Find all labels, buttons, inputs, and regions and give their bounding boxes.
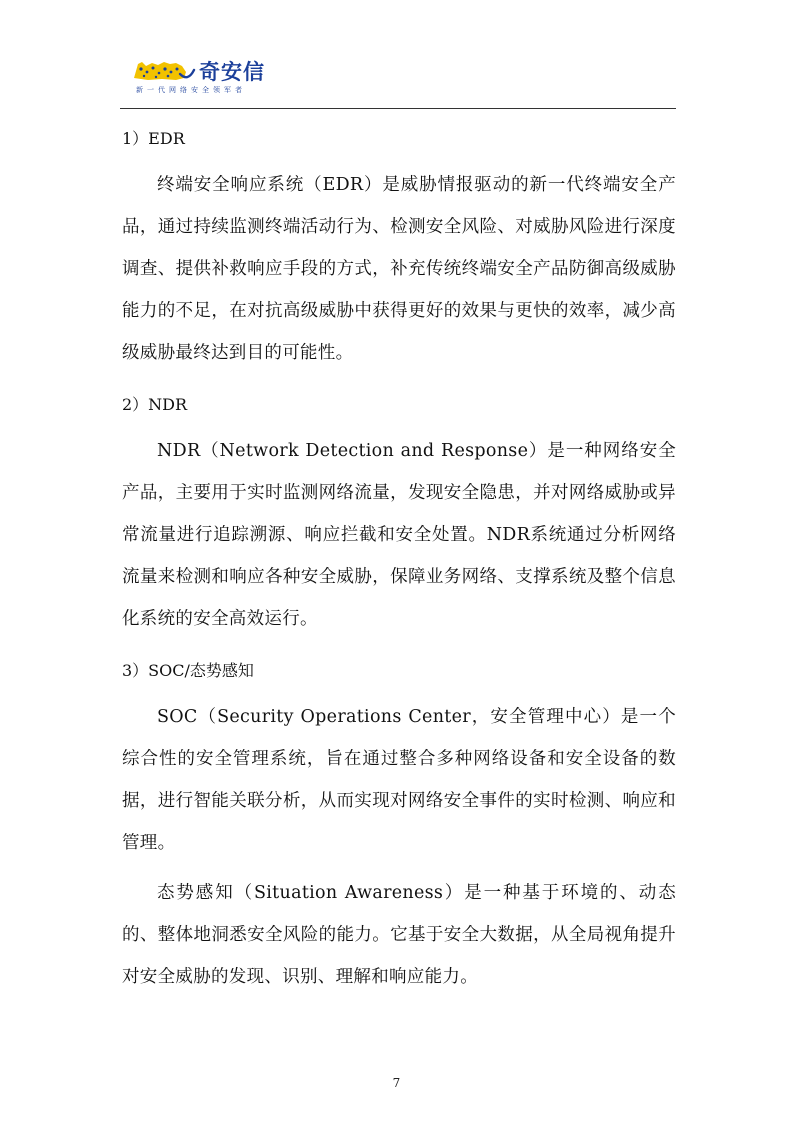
document-body [122,118,676,1006]
section-heading-ndr: 2）NDR [122,395,188,414]
paragraph-soc: SOC（Security Operations Center，安全管理中心）是一个综合性的安全管理系统，旨在通过整合多种网络设备和安全设备的数据，进行智能关联分析，从而实现对网络安全事件的实时检测、响应和管理。 [122,707,676,853]
logo-text: 奇安信 [199,60,265,84]
section-heading-soc: 3）SOC/态势感知 [122,661,254,680]
paragraph-ndr: NDR（Network Detection and Response）是一种网络安全产品，主要用于实时监测网络流量，发现安全隐患，并对网络威胁或异常流量进行追踪溯源、响应拦截和安全处置。NDR系统通过分析网络流量来检测和响应各种安全威胁，保障业务网络、支撑系统及整个信息化系统的安全高效运行。 [122,441,676,629]
qianxin-logo-icon [132,58,196,84]
page-number: 7 [392,1076,401,1090]
header-divider [120,108,676,109]
section-heading-edr: 1）EDR [122,129,185,148]
logo-slogan: 新一代网络安全领军者 [136,86,246,94]
paragraph-edr: 终端安全响应系统（EDR）是威胁情报驱动的新一代终端安全产品，通过持续监测终端活动行为、检测安全风险、对威胁风险进行深度调查、提供补救响应手段的方式，补充传统终端安全产品防御高级威胁能力的不足，在对抗高级威胁中获得更好的效果与更快的效率，减少高级威胁最终达到目的可能性。 [122,175,676,363]
paragraph-situation-awareness: 态势感知（Situation Awareness）是一种基于环境的、动态的、整体地洞悉安全风险的能力。它基于安全大数据，从全局视角提升对安全威胁的发现、识别、理解和响应能力。 [122,883,676,987]
page-header [120,52,676,110]
